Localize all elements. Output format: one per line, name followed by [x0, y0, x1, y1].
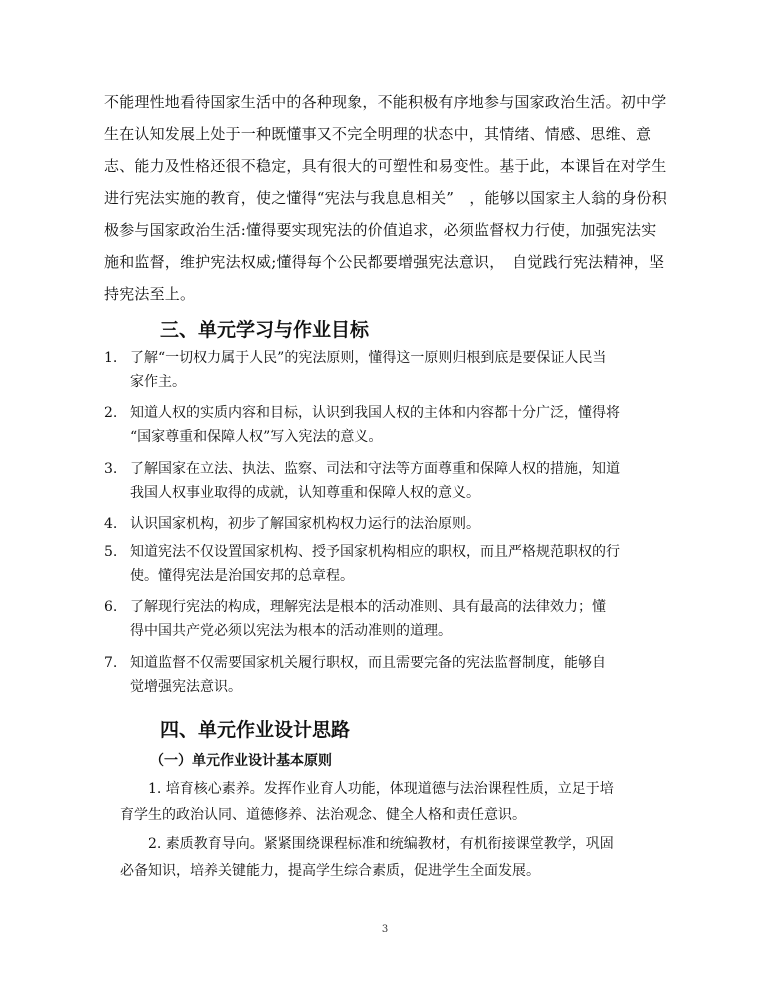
principle-line: 育学生的政治认同、道德修养、法治观念、健全人格和责任意识。 [120, 807, 526, 823]
list-item [104, 403, 704, 443]
list-item [104, 514, 704, 534]
list-item-text: 了解“一切权力属于人民”的宪法原则，懂得这一原则归根到底是要保证人民当 [130, 350, 607, 366]
principle-line: 必备知识，培养关键能力，提高学生综合素质，促进学生全面发展。 [120, 863, 540, 879]
list-item-number: 2. [104, 405, 118, 421]
list-item-text: “国家尊重和保障人权”写入宪法的意义。 [130, 429, 383, 445]
principle-line: 2. 素质教育导向。紧紧围绕课程标准和统编教材，有机衔接课堂教学，巩固 [148, 836, 614, 852]
intro-line: 志、能力及性格还很不稳定，具有很大的可塑性和易变性。基于此，本课旨在对学生 [104, 157, 667, 175]
page-number: 3 [381, 924, 389, 935]
list-item [104, 348, 704, 388]
list-item [104, 542, 704, 582]
list-item-number: 3. [104, 461, 118, 477]
list-item-text: 使。懂得宪法是治国安邦的总章程。 [130, 568, 354, 584]
list-item-text: 知道人权的实质内容和目标，认识到我国人权的主体和内容都十分广泛，懂得将 [130, 405, 620, 421]
section-heading: 三、单元学习与作业目标 [160, 319, 370, 341]
list-item-number: 6. [104, 599, 118, 615]
list-item-text: 家作主。 [130, 374, 186, 390]
subsection-heading: （一）单元作业设计基本原则 [150, 753, 332, 769]
intro-line: 持宪法至上。 [104, 285, 196, 303]
intro-line: 极参与国家政治生活:懂得要实现宪法的价值追求，必须监督权力行使，加强宪法实 [104, 221, 657, 239]
list-item-text: 了解国家在立法、执法、监察、司法和守法等方面尊重和保障人权的措施，知道 [130, 461, 620, 477]
list-item-text: 知道宪法不仅设置国家机构、授予国家机构相应的职权，而且严格规范职权的行 [130, 544, 620, 560]
list-item-number: 1. [104, 350, 118, 366]
intro-line: 进行宪法实施的教育，使之懂得“宪法与我息息相关” ，能够以国家主人翁的身份积 [104, 189, 667, 207]
list-item-text: 我国人权事业取得的成就，认知尊重和保障人权的意义。 [130, 485, 480, 501]
list-item-text: 知道监督不仅需要国家机关履行职权，而且需要完备的宪法监督制度，能够自 [130, 655, 606, 671]
list-item [104, 653, 704, 693]
list-item-text: 得中国共产党必须以宪法为根本的活动准则的道理。 [130, 623, 452, 639]
list-item-number: 7. [104, 655, 118, 671]
principle-line: 1. 培育核心素养。发挥作业育人功能，体现道德与法治课程性质，立足于培 [148, 781, 614, 797]
intro-line: 生在认知发展上处于一种既懂事又不完全明理的状态中，其情绪、情感、思维、意 [104, 125, 652, 143]
list-item-text: 认识国家机构，初步了解国家机构权力运行的法治原则。 [130, 516, 480, 532]
section-heading: 四、单元作业设计思路 [160, 719, 351, 741]
list-item-text: 了解现行宪法的构成，理解宪法是根本的活动准则、具有最高的法律效力；懂 [130, 599, 606, 615]
list-item-text: 觉增强宪法意识。 [130, 679, 242, 695]
list-item [104, 597, 704, 637]
list-item-number: 4. [104, 516, 118, 532]
list-item [104, 459, 704, 499]
list-item-number: 5. [104, 544, 118, 560]
intro-line: 不能理性地看待国家生活中的各种现象，不能积极有序地参与国家政治生活。初中学 [104, 93, 667, 111]
intro-line: 施和监督，维护宪法权威;懂得每个公民都要增强宪法意识， 自觉践行宪法精神，坚 [104, 253, 665, 271]
